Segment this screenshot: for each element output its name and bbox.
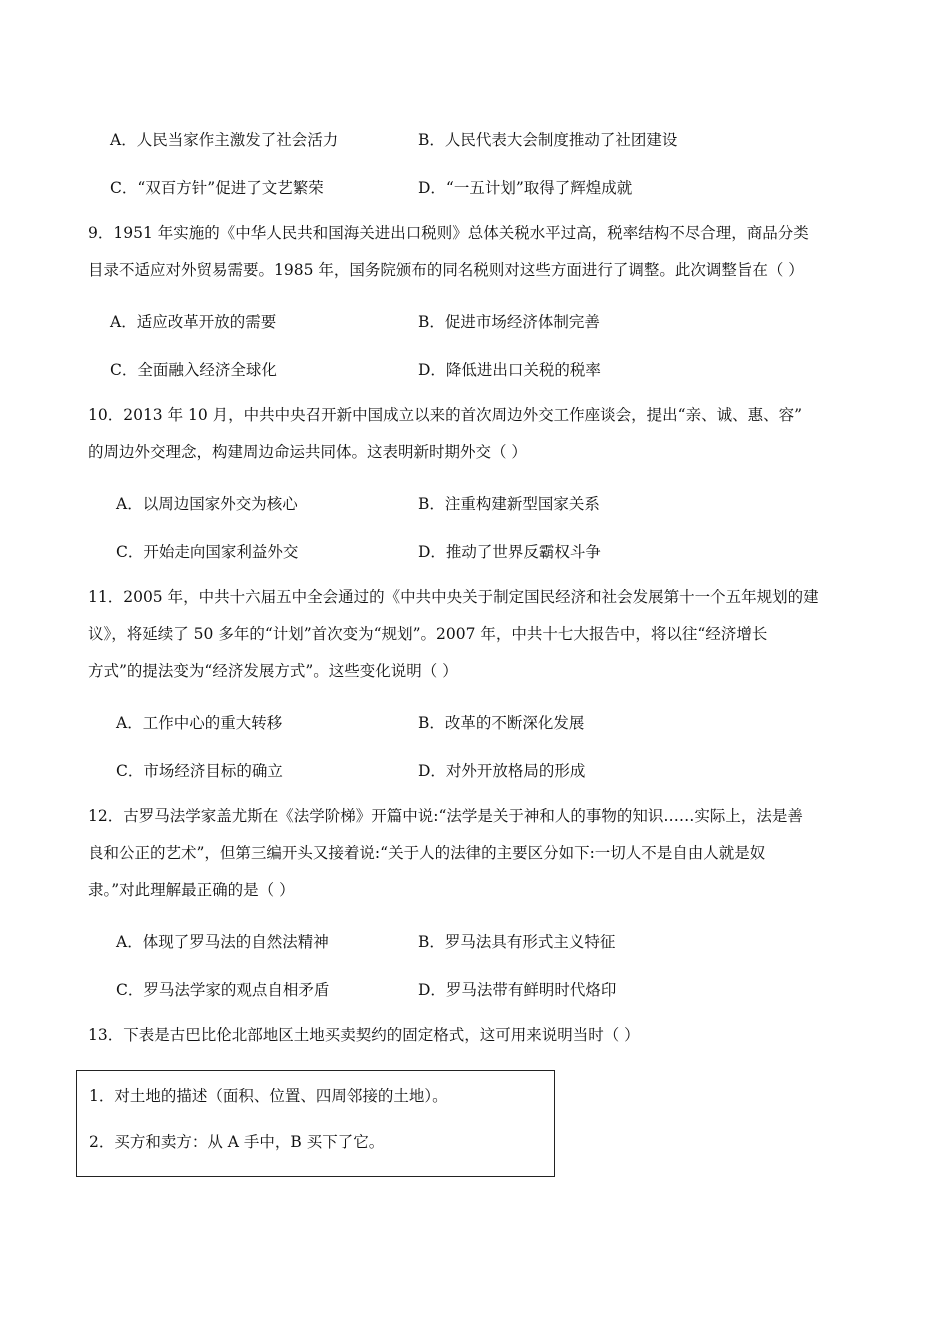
q9-option-b[interactable]: B．促进市场经济体制完善 [418, 313, 600, 331]
q13-line-1: 13．下表是古巴比伦北部地区土地买卖契约的固定格式，这可用来说明当时（ ） [88, 1026, 640, 1044]
contract-format-table [76, 1070, 555, 1177]
q11-line-3: 方式”的提法变为“经济发展方式”。这些变化说明（ ） [88, 662, 458, 680]
q10-options-row-2 [110, 540, 870, 564]
q9-option-a[interactable]: A．适应改革开放的需要 [110, 313, 277, 331]
q9-line-1: 9．1951 年实施的《中华人民共和国海关进出口税则》总体关税水平过高，税率结构不尽合理，商品分类 [88, 224, 809, 242]
q12-option-c[interactable]: C．罗马法学家的观点自相矛盾 [116, 981, 330, 999]
q12-option-a[interactable]: A．体现了罗马法的自然法精神 [116, 933, 329, 951]
q11-options-row-1 [110, 711, 870, 735]
q10-option-d[interactable]: D．推动了世界反霸权斗争 [418, 543, 601, 561]
q10-options-row-1 [110, 492, 870, 516]
q8-option-b[interactable]: B．人民代表大会制度推动了社团建设 [418, 131, 678, 149]
q12-line-3: 隶。”对此理解最正确的是（ ） [88, 881, 295, 899]
question-9-stem [88, 215, 863, 289]
q11-options-row-2 [110, 759, 870, 783]
contract-row-2: 2．买方和卖方：从 A 手中，B 买下了它。 [89, 1133, 385, 1151]
q12-option-d[interactable]: D．罗马法带有鲜明时代烙印 [418, 981, 617, 999]
q8-option-d[interactable]: D．“一五计划”取得了辉煌成就 [418, 179, 633, 197]
q8-option-c[interactable]: C．“双百方针”促进了文艺繁荣 [110, 179, 324, 197]
q10-line-1: 10．2013 年 10 月，中共中央召开新中国成立以来的首次周边外交工作座谈会，提出“亲、诚、惠、容” [88, 406, 803, 424]
contract-row-1: 1．对土地的描述（面积、位置、四周邻接的土地）。 [89, 1087, 448, 1105]
q11-line-1: 11．2005 年，中共十六届五中全会通过的《中共中央关于制定国民经济和社会发展第十一个五年规划的建 [88, 588, 819, 606]
question-12-stem [88, 798, 863, 909]
q8-option-a[interactable]: A．人民当家作主激发了社会活力 [110, 131, 339, 149]
question-13-stem [88, 1017, 863, 1054]
q9-option-d[interactable]: D．降低进出口关税的税率 [418, 361, 601, 379]
q11-line-2: 议》，将延续了 50 多年的“计划”首次变为“规划”。2007 年，中共十七大报告中，将以往“经济增长 [88, 625, 768, 643]
q11-option-b[interactable]: B．改革的不断深化发展 [418, 714, 585, 732]
q9-option-c[interactable]: C．全面融入经济全球化 [110, 361, 277, 379]
q12-options-row-2 [110, 978, 870, 1002]
q9-line-2: 目录不适应对外贸易需要。1985 年，国务院颁布的同名税则对这些方面进行了调整。此次调整旨在（ ） [88, 261, 804, 279]
q10-option-b[interactable]: B．注重构建新型国家关系 [418, 495, 600, 513]
q9-options-row-1 [110, 310, 870, 334]
q8-options-row-2 [110, 176, 870, 200]
question-10-stem [88, 397, 863, 471]
q12-line-2: 良和公正的艺术”，但第三编开头又接着说:“关于人的法律的主要区分如下:一切人不是自由人就是奴 [88, 844, 766, 862]
q8-options-row-1 [110, 128, 870, 152]
question-11-stem [88, 579, 863, 690]
q11-option-a[interactable]: A．工作中心的重大转移 [116, 714, 283, 732]
q10-line-2: 的周边外交理念，构建周边命运共同体。这表明新时期外交（ ） [88, 443, 527, 461]
q11-option-d[interactable]: D．对外开放格局的形成 [418, 762, 586, 780]
q10-option-c[interactable]: C．开始走向国家利益外交 [116, 543, 299, 561]
q9-options-row-2 [110, 358, 870, 382]
q12-line-1: 12．古罗马法学家盖尤斯在《法学阶梯》开篇中说:“法学是关于神和人的事物的知识……实际上，法是善 [88, 807, 803, 825]
q11-option-c[interactable]: C．市场经济目标的确立 [116, 762, 283, 780]
q12-option-b[interactable]: B．罗马法具有形式主义特征 [418, 933, 616, 951]
q12-options-row-1 [110, 930, 870, 954]
q10-option-a[interactable]: A．以周边国家外交为核心 [116, 495, 298, 513]
